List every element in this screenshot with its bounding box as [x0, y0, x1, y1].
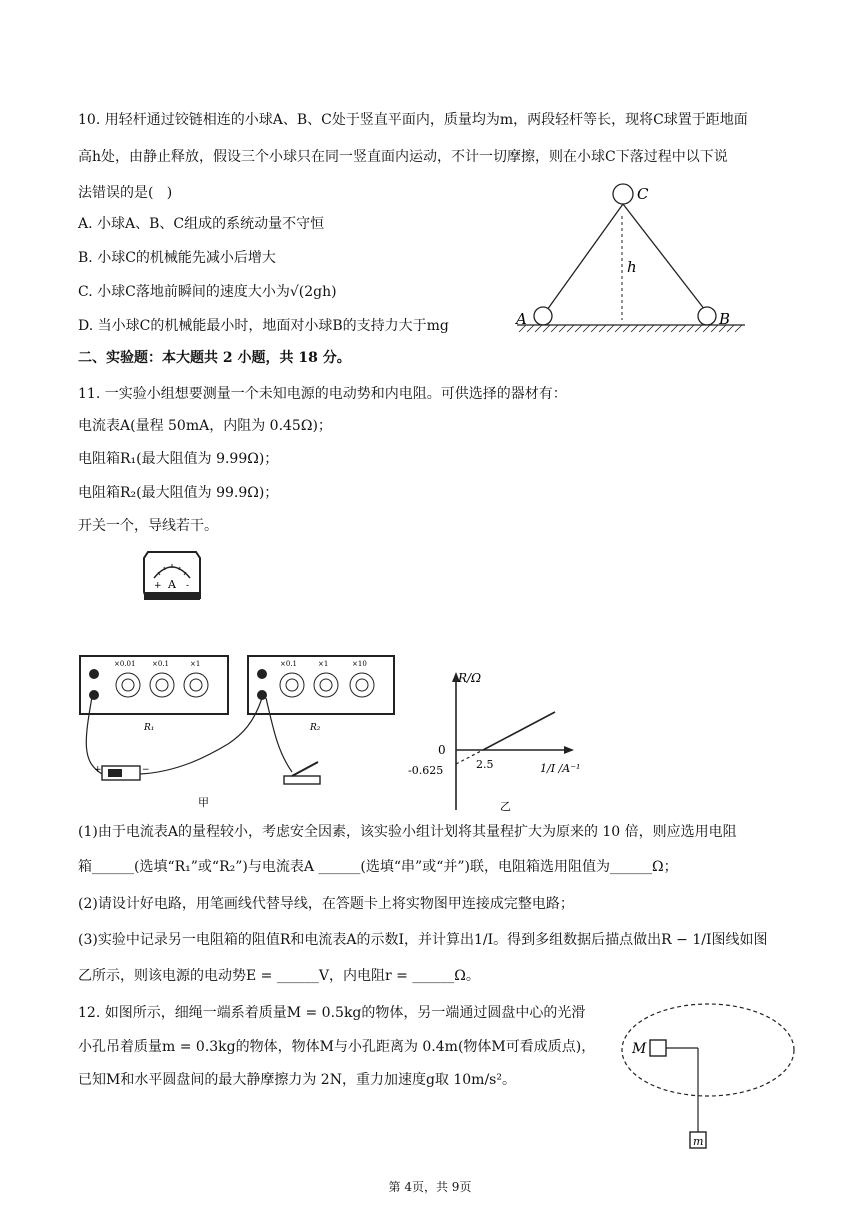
fig-yi-label: 乙 — [500, 800, 511, 813]
svg-text:+: + — [94, 765, 102, 775]
label-h: h — [627, 258, 637, 276]
graph-y-intercept-label: -0.625 — [408, 764, 444, 777]
q10-option-b: B. 小球C的机械能先减小后增大 — [78, 250, 276, 266]
label-b: B — [719, 310, 731, 328]
section-2-heading: 二、实验题：本大题共 2 小题，共 18 分。 — [78, 350, 351, 366]
label-a: A — [516, 310, 527, 328]
r1-name: R₁ — [144, 723, 155, 733]
graph-figure-yi — [400, 668, 610, 818]
page-footer: 第 4页，共 9页 — [388, 1180, 472, 1194]
label-small-m: m — [693, 1135, 704, 1148]
q10-option-c: C. 小球C落地前瞬间的速度大小为√(2gh) — [78, 284, 337, 300]
graph-xlabel: 1/I /A⁻¹ — [540, 762, 581, 775]
q12-figure — [616, 1000, 796, 1160]
circuit-figure-jia — [78, 652, 398, 812]
q10-stem-line2: 高h处，由静止释放，假设三个小球只在同一竖直面内运动，不计一切摩擦，则在小球C下落过程中以下说 — [78, 149, 728, 165]
turntable-disc — [622, 1004, 794, 1096]
graph-ylabel: R/Ω — [458, 671, 482, 685]
q11-part3-line1: (3)实验中记录另一电阻箱的阻值R和电流表A的示数I，并计算出1/I。得到多组数据后描点做出R − 1/I图线如图 — [78, 932, 768, 948]
q11-item-ammeter: 电流表A(量程 50mA，内阻为 0.45Ω)； — [78, 418, 332, 434]
r1-dial-2: ×0.1 — [152, 660, 169, 668]
q11-item-switch: 开关一个，导线若干。 — [78, 518, 218, 534]
q11-part2: (2)请设计好电路，用笔画线代替导线，在答题卡上将实物图甲连接成完整电路； — [78, 896, 574, 912]
ammeter-label: A — [168, 578, 176, 591]
q11-item-r1: 电阻箱R₁(最大阻值为 9.99Ω)； — [78, 451, 279, 467]
r1-dial-1: ×0.01 — [114, 660, 136, 668]
q10-stem-line1: 10. 用轻杆通过铰链相连的小球A、B、C处于竖直平面内，质量均为m，两段轻杆等长，现将C球置于距地面 — [78, 112, 748, 128]
q11-stem: 11. 一实验小组想要测量一个未知电源的电动势和内电阻。可供选择的器材有： — [78, 386, 567, 402]
q12-stem-line1: 12. 如图所示，细绳一端系着质量M = 0.5kg的物体，另一端通过圆盘中心的光滑 — [78, 1005, 586, 1021]
rod-left — [547, 204, 623, 310]
q12-stem-line2: 小孔吊着质量m = 0.3kg的物体，物体M与小孔距离为 0.4m(物体M可看成质点)， — [78, 1039, 596, 1055]
svg-text:−: − — [142, 765, 150, 775]
r1-dial-3: ×1 — [190, 660, 201, 668]
q11-part1-line1: (1)由于电流表A的量程较小，考虑安全因素，该实验小组计划将其量程扩大为原来的 10 倍，则应选用电阻 — [78, 824, 737, 840]
q11-item-r2: 电阻箱R₂(最大阻值为 99.9Ω)； — [78, 485, 279, 501]
block-big-m — [650, 1040, 666, 1056]
label-c: C — [637, 185, 649, 203]
q10-figure — [505, 178, 755, 340]
rod-right — [623, 204, 705, 310]
ball-b — [698, 307, 716, 325]
r2-dial-1: ×0.1 — [280, 660, 297, 668]
r2-dial-2: ×1 — [318, 660, 329, 668]
ground-hatching — [519, 325, 742, 332]
q11-part3-line2: 乙所示，则该电源的电动势E = ______V，内电阻r = ______Ω。 — [78, 968, 480, 984]
fig-jia-label: 甲 — [198, 796, 209, 809]
svg-text:-: - — [186, 581, 190, 591]
graph-line — [483, 712, 555, 750]
q10-option-d: D. 当小球C的机械能最小时，地面对小球B的支持力大于mg — [78, 318, 449, 334]
q12-stem-line3: 已知M和水平圆盘间的最大静摩擦力为 2N，重力加速度g取 10m/s²。 — [78, 1072, 516, 1088]
r2-dial-3: ×10 — [352, 660, 367, 668]
r2-name: R₂ — [310, 723, 321, 733]
svg-text:+: + — [154, 581, 162, 591]
q10-stem-line3: 法错误的是( ) — [78, 185, 173, 201]
graph-origin-label: 0 — [438, 743, 446, 757]
ammeter-icon — [140, 548, 206, 604]
q11-part1-line2: 箱______(选填“R₁”或“R₂”)与电流表A ______(选填“串”或“并”)联，电阻箱选用阻值为______Ω； — [78, 859, 678, 875]
q10-option-a: A. 小球A、B、C组成的系统动量不守恒 — [78, 216, 325, 232]
label-big-m: M — [632, 1041, 647, 1057]
ball-a — [534, 307, 552, 325]
switch-icon — [284, 776, 320, 784]
ball-c — [613, 184, 633, 204]
graph-x-intercept-label: 2.5 — [476, 758, 494, 771]
